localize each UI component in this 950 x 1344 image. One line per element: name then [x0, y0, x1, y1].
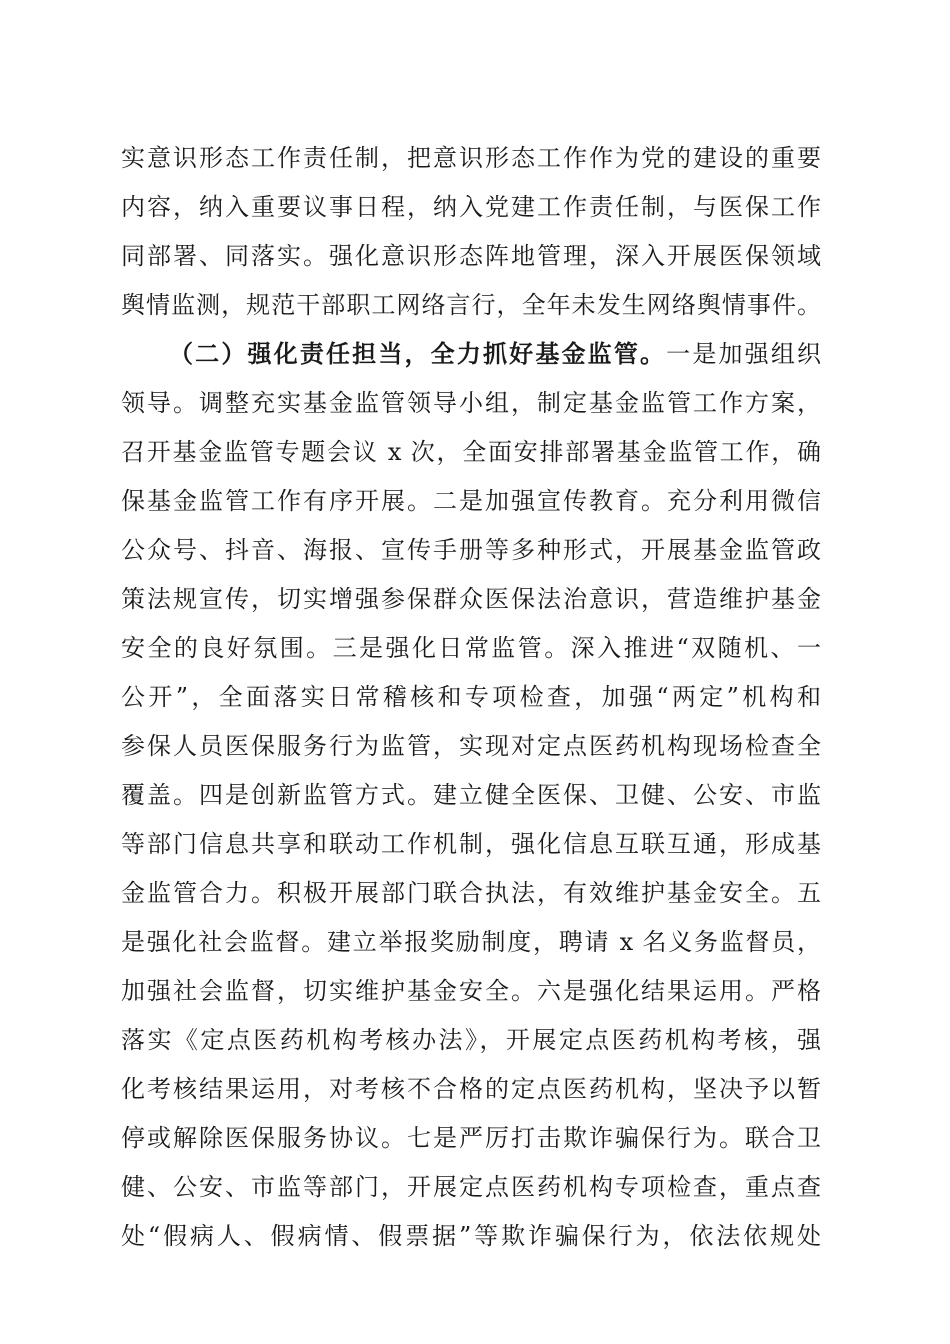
section-heading-continuation: 一是加强组织	[666, 340, 822, 368]
body-text-line: 公开”，全面落实日常稽核和专项检查，加强“两定”机构和	[121, 683, 821, 711]
body-text-line: 公众号、抖音、海报、宣传手册等多种形式，开展基金监管政	[121, 536, 821, 564]
body-text-line: 健、公安、市监等部门，开展定点医药机构专项检查，重点查	[121, 1173, 821, 1201]
body-text-line: 同部署、同落实。强化意识形态阵地管理，深入开展医保领域	[121, 242, 821, 270]
body-text-line: 保基金监管工作有序开展。二是加强宣传教育。充分利用微信	[121, 487, 821, 515]
body-text-line: 等部门信息共享和联动工作机制，强化信息互联互通，形成基	[121, 830, 821, 858]
body-text-line: 是强化社会监督。建立举报奖励制度，聘请 x 名义务监督员，	[121, 928, 821, 956]
body-text-line: 加强社会监督，切实维护基金安全。六是强化结果运用。严格	[121, 977, 821, 1005]
body-text-line: 实意识形态工作责任制，把意识形态工作作为党的建设的重要	[121, 144, 821, 172]
body-text-line: 金监管合力。积极开展部门联合执法，有效维护基金安全。五	[121, 879, 821, 907]
body-text-line: 落实《定点医药机构考核办法》，开展定点医药机构考核，强	[121, 1026, 821, 1054]
body-text-line: 处“假病人、假病情、假票据”等欺诈骗保行为，依法依规处	[121, 1222, 821, 1250]
body-text-line: 领导。调整充实基金监管领导小组，制定基金监管工作方案，	[121, 389, 821, 417]
body-text-line: 化考核结果运用，对考核不合格的定点医药机构，坚决予以暂	[121, 1075, 821, 1103]
section-heading-line	[169, 333, 821, 375]
body-text-line: 参保人员医保服务行为监管，实现对定点医药机构现场检查全	[121, 732, 821, 760]
section-heading: （二）强化责任担当，全力抓好基金监管。	[169, 339, 667, 368]
body-text-line: 安全的良好氛围。三是强化日常监管。深入推进“双随机、一	[121, 634, 821, 662]
body-text-line: 策法规宣传，切实增强参保群众医保法治意识，营造维护基金	[121, 585, 821, 613]
body-text-line: 覆盖。四是创新监管方式。建立健全医保、卫健、公安、市监	[121, 781, 821, 809]
body-text-line: 内容，纳入重要议事日程，纳入党建工作责任制，与医保工作	[121, 193, 821, 221]
body-text-line: 召开基金监管专题会议 x 次，全面安排部署基金监管工作，确	[121, 438, 821, 466]
body-text-line: 舆情监测，规范干部职工网络言行，全年未发生网络舆情事件。	[121, 291, 821, 319]
body-text-line: 停或解除医保服务协议。七是严厉打击欺诈骗保行为。联合卫	[121, 1124, 821, 1152]
